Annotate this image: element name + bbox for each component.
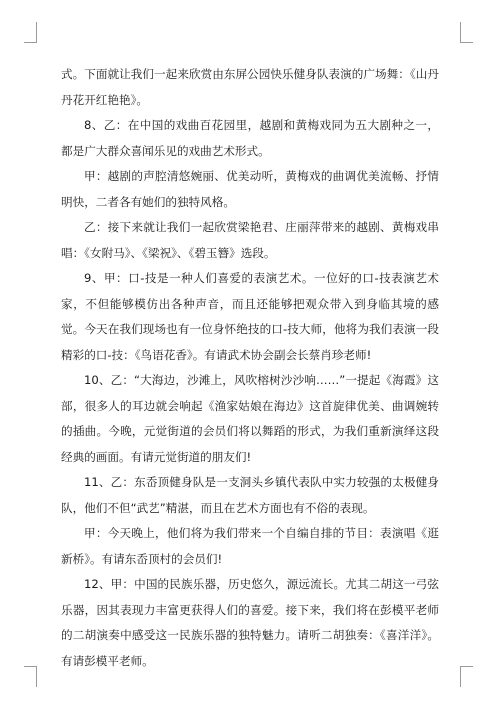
paragraph: 10、乙：“大海边，沙滩上，风吹榕树沙沙响……”一提起《海霞》这部，很多人的耳边就会响起《渔家姑娘在海边》这首旋律优美、曲调婉转的插曲。今晚，元觉街道的会员们将以舞蹈的形式，为我们重新演绎这段经典的画面。有请元觉街道的朋友们! — [61, 373, 439, 464]
paragraph: 乙：接下来就让我们一起欣赏梁艳君、庄丽萍带来的越剧、黄梅戏串唱：《女附马》、《梁祝》、《碧玉簪》选段。 — [61, 220, 439, 260]
paragraph: 甲：越剧的声腔清悠婉丽、优美动听，黄梅戏的曲调优美流畅、抒情明快，二者各有她们的独特风格。 — [61, 169, 439, 209]
paragraph: 8、乙：在中国的戏曲百花园里，越剧和黄梅戏同为五大剧种之一，都是广大群众喜闻乐见的戏曲艺术形式。 — [61, 118, 439, 158]
document-body — [61, 62, 439, 674]
crop-mark-top-left — [24, 22, 37, 43]
paragraph: 甲：今天晚上，他们将为我们带来一个自编自排的节目：表演唱《逛新桥》。有请东岙顶村的会员们! — [61, 526, 439, 566]
crop-mark-top-right — [460, 22, 473, 43]
paragraph: 12、甲：中国的民族乐器，历史悠久，源远流长。尤其二胡这一弓弦乐器，因其表现力丰富更获得人们的喜爱。接下来，我们将在彭模平老师的二胡演奏中感受这一民族乐器的独特魅力。请听二胡独奏：《喜洋洋》。有请彭模平老师。 — [61, 577, 439, 668]
paragraph: 11、乙：东岙顶健身队是一支洞头乡镇代表队中实力较强的太极健身队，他们不但“武艺”精湛，而且在艺术方面也有不俗的表现。 — [61, 475, 439, 515]
paragraph: 式。下面就让我们一起来欣赏由东屏公园快乐健身队表演的广场舞：《山丹丹花开红艳艳》。 — [61, 67, 439, 107]
crop-mark-bottom-left — [24, 666, 37, 687]
paragraph: 9、甲：口-技是一种人们喜爱的表演艺术。一位好的口-技表演艺术家，不但能够模仿出各种声音，而且还能够把观众带入到身临其境的感觉。今天在我们现场也有一位身怀绝技的口-技大师，他将为我们表演一段精彩的口-技：《鸟语花香》。有请武术协会副会长蔡肖珍老师! — [61, 271, 439, 362]
crop-mark-bottom-right — [460, 666, 473, 687]
